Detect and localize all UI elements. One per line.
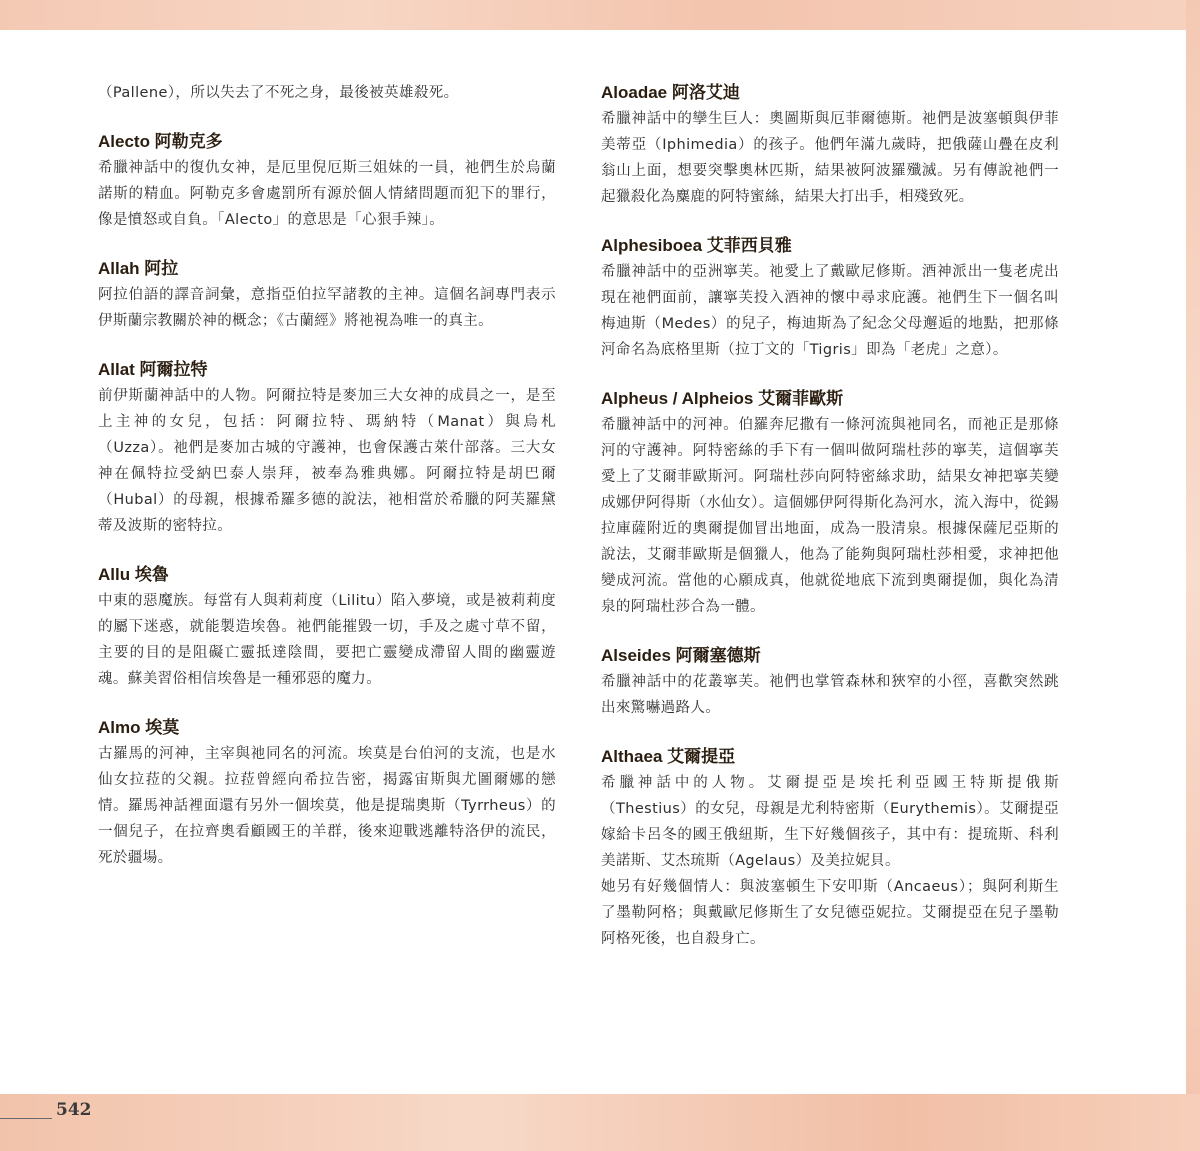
continued-text: （Pallene），所以失去了不死之身，最後被英雄殺死。 [98, 85, 459, 101]
entry-althaea [601, 744, 1059, 952]
entry-allah [98, 256, 556, 334]
entry-definition: 希臘神話中的人物。艾爾提亞是埃托利亞國王特斯提俄斯（Thestius）的女兒，母親是尤利特密斯（Eurythemis）。艾爾提亞嫁給卡呂冬的國王俄紐斯，生下好幾個孩子，其中有：提琉斯、科利美諾斯、艾杰琉斯（Agelaus）及美拉妮貝。 [601, 775, 1059, 869]
page-number: 542 [56, 1100, 92, 1120]
left-column [98, 80, 556, 894]
page-edge-top [0, 0, 1200, 30]
entry-definition: 希臘神話中的復仇女神，是厄里倪厄斯三姐妹的一員，祂們生於烏蘭諾斯的精血。阿勒克多會處罰所有源於個人情緒問題而犯下的罪行，像是憤怒或自負。「Alecto」的意思是「心狠手辣」。 [98, 160, 556, 228]
entry-allat [98, 357, 556, 539]
entry-term: Althaea 艾爾提亞 [601, 747, 736, 766]
entry-aloadae [601, 80, 1059, 210]
entry-term: Alpheus / Alpheios 艾爾菲歐斯 [601, 389, 844, 408]
entry-alecto [98, 129, 556, 233]
entry-definition: 希臘神話中的河神。伯羅奔尼撒有一條河流與祂同名，而祂正是那條河的守護神。阿特密絲的手下有一個叫做阿瑞杜莎的寧芙，這個寧芙愛上了艾爾菲歐斯河。阿瑞杜莎向阿特密絲求助，結果女神把寧芙變成娜伊阿得斯（水仙女）。這個娜伊阿得斯化為河水，流入海中，從錫拉庫薩附近的奧爾提伽冒出地面，成為一股清泉。根據保薩尼亞斯的說法，艾爾菲歐斯是個獵人，他為了能夠與阿瑞杜莎相愛，求神把他變成河流。當他的心願成真，他就從地底下流到奧爾提伽，與化為清泉的阿瑞杜莎合為一體。 [601, 417, 1059, 615]
entry-definition: 前伊斯蘭神話中的人物。阿爾拉特是麥加三大女神的成員之一，是至上主神的女兒，包括：阿爾拉特、瑪納特（Manat）與烏札（Uzza）。祂們是麥加古城的守護神，也會保護古萊什部落。三大女神在佩特拉受納巴泰人崇拜，被奉為雅典娜。阿爾拉特是胡巴爾（Hubal）的母親，根據希羅多德的說法，祂相當於希臘的阿芙羅黛蒂及波斯的密特拉。 [98, 388, 556, 534]
page-number-rule [0, 1118, 52, 1119]
entry-term: Allat 阿爾拉特 [98, 360, 208, 379]
page-edge-bottom [0, 1094, 1200, 1151]
entry-definition: 她另有好幾個情人：與波塞頓生下安叩斯（Ancaeus）；與阿利斯生了墨勒阿格；與戴歐尼修斯生了女兒德亞妮拉。艾爾提亞在兒子墨勒阿格死後，也自殺身亡。 [601, 879, 1059, 947]
entry-definition: 希臘神話中的亞洲寧芙。祂愛上了戴歐尼修斯。酒神派出一隻老虎出現在祂們面前，讓寧芙投入酒神的懷中尋求庇護。祂們生下一個名叫梅迪斯（Medes）的兒子，梅迪斯為了紀念父母邂逅的地點，把那條河命名為底格里斯（拉丁文的「Tigris」即為「老虎」之意）。 [601, 264, 1059, 358]
entry-term: Alseides 阿爾塞德斯 [601, 646, 761, 665]
page-edge-right [1186, 0, 1200, 1151]
entry-term: Allah 阿拉 [98, 259, 179, 278]
entry-alphesiboea [601, 233, 1059, 363]
entry-definition: 希臘神話中的花叢寧芙。祂們也掌管森林和狹窄的小徑，喜歡突然跳出來驚嚇過路人。 [601, 674, 1059, 716]
entry-term: Alecto 阿勒克多 [98, 132, 223, 151]
entry-definition: 中東的惡魔族。每當有人與莉莉度（Lilitu）陷入夢境，或是被莉莉度的屬下迷惑，就能製造埃魯。祂們能摧毀一切，手及之處寸草不留，主要的目的是阻礙亡靈抵達陰間，要把亡靈變成滯留人間的幽靈遊魂。蘇美習俗相信埃魯是一種邪惡的魔力。 [98, 593, 556, 687]
entry-almo [98, 715, 556, 871]
entry-term: Almo 埃莫 [98, 718, 180, 737]
entry-alpheus [601, 386, 1059, 620]
entry-term: Aloadae 阿洛艾迪 [601, 83, 740, 102]
entry-definition: 希臘神話中的孿生巨人：奧圖斯與厄菲爾德斯。祂們是波塞頓與伊菲美蒂亞（Iphimedia）的孩子。他們年滿九歲時，把俄薩山疊在皮利翁山上面，想要突擊奧林匹斯，結果被阿波羅殲滅。另有傳說祂們一起獵殺化為麋鹿的阿特蜜絲，結果大打出手，相殘致死。 [601, 111, 1059, 205]
entry-term: Allu 埃魯 [98, 565, 169, 584]
right-column [601, 80, 1059, 975]
entry-definition: 古羅馬的河神，主宰與祂同名的河流。埃莫是台伯河的支流，也是水仙女拉菈的父親。拉菈曾經向希拉告密，揭露宙斯與尤圖爾娜的戀情。羅馬神話裡面還有另外一個埃莫，他是提瑞奧斯（Tyrrheus）的一個兒子，在拉齊奧看顧國王的羊群，後來迎戰逃離特洛伊的流民，死於疆場。 [98, 746, 556, 866]
entry-allu [98, 562, 556, 692]
entry-alseides [601, 643, 1059, 721]
entry-definition: 阿拉伯語的譯音詞彙，意指亞伯拉罕諸教的主神。這個名詞專門表示伊斯蘭宗教關於神的概念；《古蘭經》將祂視為唯一的真主。 [98, 287, 556, 329]
entry-term: Alphesiboea 艾菲西貝雅 [601, 236, 792, 255]
